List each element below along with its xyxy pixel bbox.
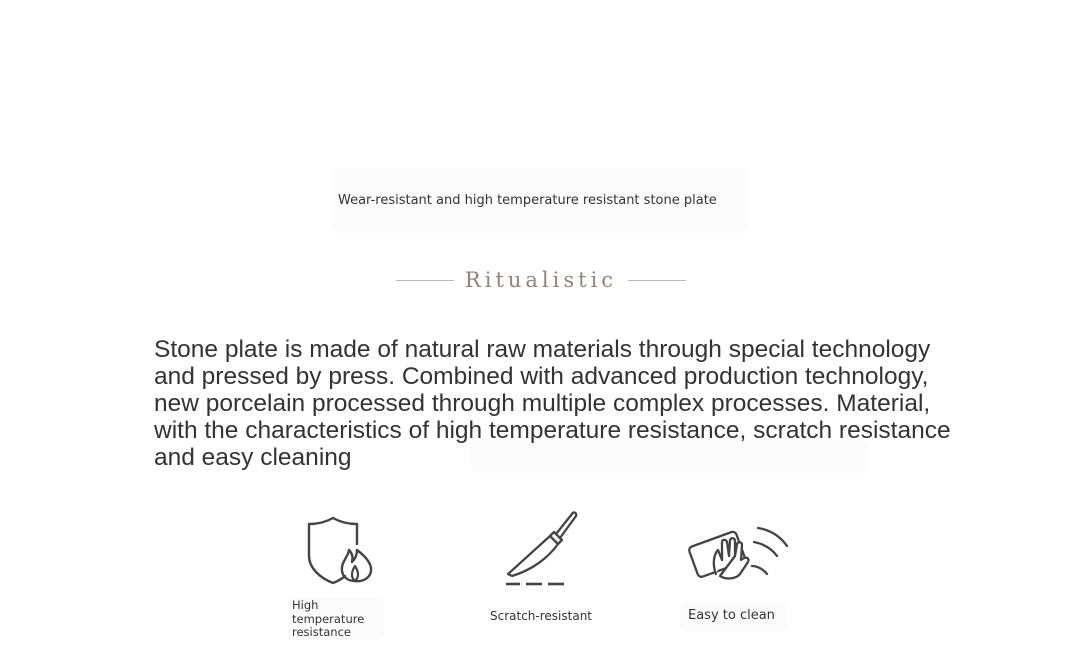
feature-label-high-temperature: High temperature resistance (292, 598, 365, 639)
heading-title: Ritualistic (464, 268, 618, 292)
subtitle: Wear-resistant and high temperature resistant stone plate (338, 193, 717, 208)
shield-fire-icon (300, 512, 380, 588)
feature-label-scratch-resistant: Scratch-resistant (490, 609, 592, 623)
knife-icon (498, 506, 584, 590)
wipe-hand-icon (684, 516, 790, 586)
heading-divider-right (628, 280, 686, 281)
section-heading (396, 266, 686, 294)
heading-divider-left (396, 280, 454, 281)
feature-label-easy-clean: Easy to clean (688, 608, 775, 623)
description-text: Stone plate is made of natural raw materials through special technology and pressed by press. Combined with advanced production technology, new porcelain processed through multiple complex processes. Material, with the characteristics of high temperature resistance, scratch resistance and easy cleaning (154, 336, 951, 471)
